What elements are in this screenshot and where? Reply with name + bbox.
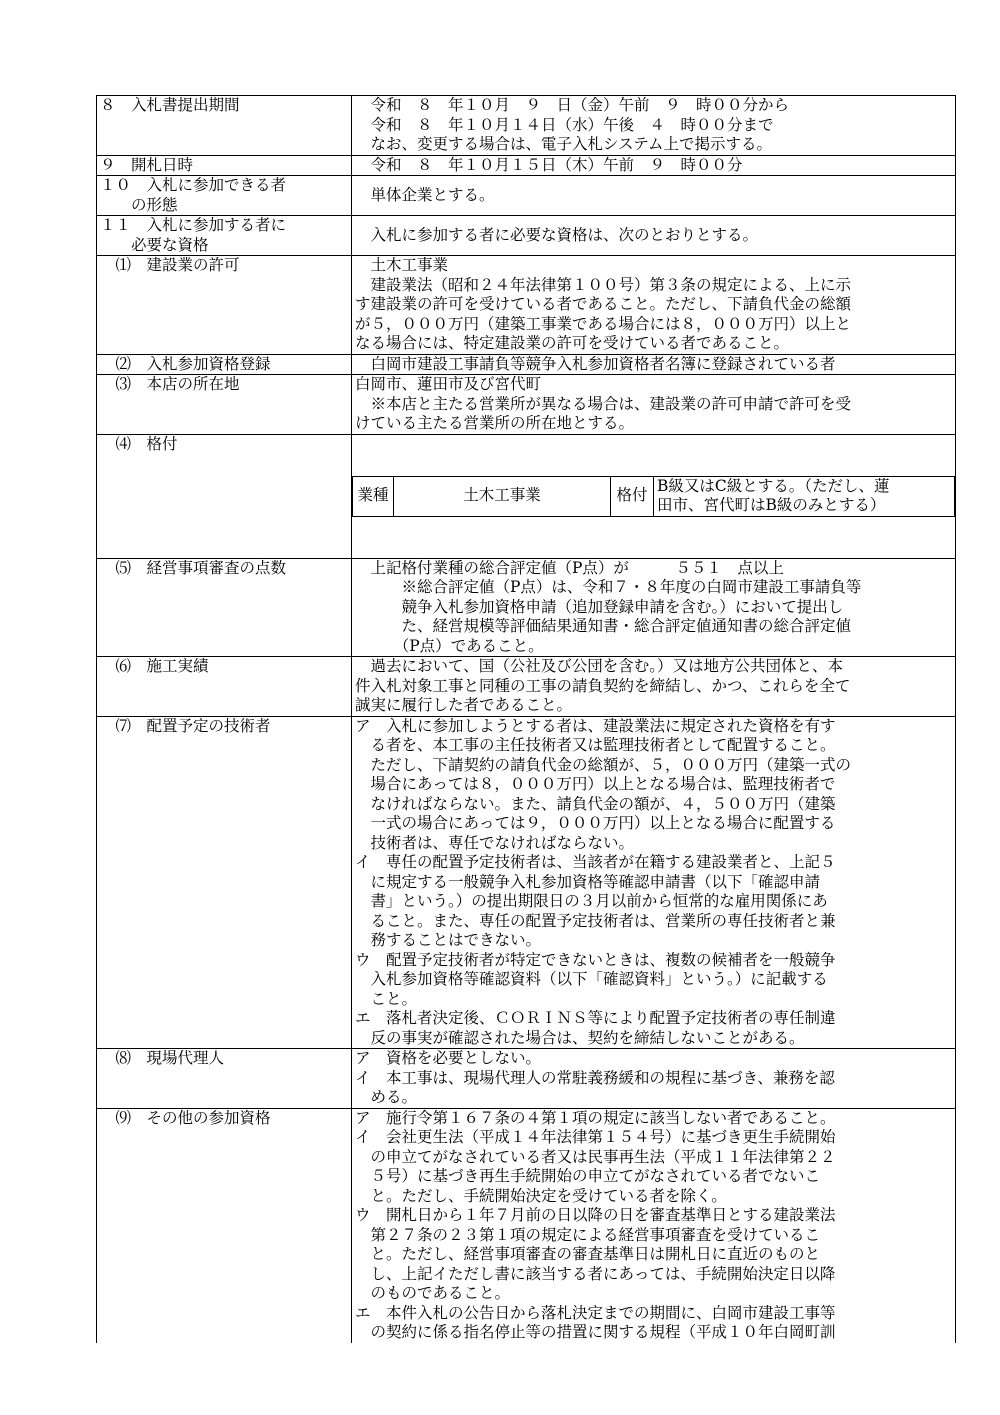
row-content: 令和 ８ 年１０月 ９ 日（金）午前 ９ 時００分から 令和 ８ 年１０月１４日（水）午後 ４ 時００分まで なお、変更する場合は、電子入札システム上で掲示する。	[352, 96, 956, 156]
row-label: １１ 入札に参加する者に 必要な資格	[97, 216, 352, 256]
table-row	[97, 657, 956, 717]
table-row	[97, 354, 956, 375]
row-content: 過去において、国（公社及び公団を含む。）又は地方公共団体と、本 件入札対象工事と同種の工事の請負契約を締結し、かつ、これらを全て 誠実に履行した者であること。	[352, 657, 956, 717]
grade-table	[352, 476, 955, 517]
grade-rank-value: B級又はC級とする。（ただし、蓮 田市、宮代町はB級のみとする）	[654, 476, 955, 516]
row-content: 入札に参加する者に必要な資格は、次のとおりとする。	[352, 216, 956, 256]
grade-industry-label: 業種	[353, 476, 394, 516]
table-row	[97, 1108, 956, 1343]
row-label: ⑵ 入札参加資格登録	[97, 354, 352, 375]
table-row	[97, 176, 956, 216]
row-content: ア 入札に参加しようとする者は、建設業法に規定された資格を有す る者を、本工事の主任技術者又は監理技術者として配置すること。 ただし、下請契約の請負代金の総額が、５，０００万円（建築一式の 場合にあっては８，０００万円）以上となる場合は、監理技術者で なければならない。また、請負代金の額が、４，５００万円（建築 一式の場合にあっては９，０００万円）以上となる場合に配置する 技術者は、専任でなければならない。 イ 専任の配置予定技術者は、当該者が在籍する建設業者と、上記５ に規定する一般競争入札参加資格等確認申請書（以下「確認申請 書」という。）の提出期限日の３月以前から恒常的な雇用関係にあ ること。また、専任の配置予定技術者は、営業所の専任技術者と兼 務することはできない。 ウ 配置予定技術者が特定できないときは、複数の候補者を一般競争 入札参加資格等確認資料（以下「確認資料」という。）に記載する こと。 エ 落札者決定後、ＣＯＲＩＮＳ等により配置予定技術者の専任制違 反の事実が確認された場合は、契約を締結しないことがある。	[352, 716, 956, 1049]
row-label: ⑶ 本店の所在地	[97, 375, 352, 435]
row-content: ア 資格を必要としない。 イ 本工事は、現場代理人の常駐義務緩和の規程に基づき、兼務を認 める。	[352, 1049, 956, 1109]
bid-conditions-table	[96, 95, 956, 1343]
row-label: ⑼ その他の参加資格	[97, 1108, 352, 1343]
row-content	[352, 434, 956, 558]
grade-industry-value: 土木工事業	[394, 476, 611, 516]
table-row	[97, 216, 956, 256]
row-label: ⑺ 配置予定の技術者	[97, 716, 352, 1049]
row-label: ８ 入札書提出期間	[97, 96, 352, 156]
table-row	[97, 434, 956, 558]
row-label: ⑴ 建設業の許可	[97, 256, 352, 355]
row-label: ９ 開札日時	[97, 155, 352, 176]
row-label: １０ 入札に参加できる者 の形態	[97, 176, 352, 216]
row-content: 上記格付業種の総合評定値（P点）が ５５１ 点以上 ※総合評定値（P点）は、令和７・８年度の白岡市建設工事請負等 競争入札参加資格申請（追加登録申請を含む。）において提出し た、経営規模等評価結果通知書・総合評定値通知書の総合評定値 （P点）であること。	[352, 558, 956, 657]
row-content: 白岡市建設工事請負等競争入札参加資格者名簿に登録されている者	[352, 354, 956, 375]
row-content: 土木工事業 建設業法（昭和２４年法律第１００号）第３条の規定による、上に示 す建設業の許可を受けている者であること。ただし、下請負代金の総額 が５，０００万円（建築工事業である場合には８，０００万円）以上と なる場合には、特定建設業の許可を受けている者であること。	[352, 256, 956, 355]
row-content: 単体企業とする。	[352, 176, 956, 216]
table-row	[97, 716, 956, 1049]
table-row	[97, 155, 956, 176]
row-content: 令和 ８ 年１０月１５日（木）午前 ９ 時００分	[352, 155, 956, 176]
row-label: ⑹ 施工実績	[97, 657, 352, 717]
table-row	[97, 558, 956, 657]
row-label: ⑷ 格付	[97, 434, 352, 558]
row-content: ア 施行令第１６７条の４第１項の規定に該当しない者であること。 イ 会社更生法（平成１４年法律第１５４号）に基づき更生手続開始 の申立てがなされている者又は民事再生法（平成１１年法律第２２ ５号）に基づき再生手続開始の申立てがなされている者でないこ と。ただし、手続開始決定を受けている者を除く。 ウ 開札日から１年７月前の日以降の日を審査基準日とする建設業法 第２７条の２３第１項の規定による経営事項審査を受けているこ と。ただし、経営事項審査の審査基準日は開札日に直近のものと し、上記イただし書に該当する者にあっては、手続開始決定日以降 のものであること。 エ 本件入札の公告日から落札決定までの期間に、白岡市建設工事等 の契約に係る指名停止等の措置に関する規程（平成１０年白岡町訓	[352, 1108, 956, 1343]
table-row	[97, 1049, 956, 1109]
table-row	[97, 375, 956, 435]
row-content: 白岡市、蓮田市及び宮代町 ※本店と主たる営業所が異なる場合は、建設業の許可申請で許可を受 けている主たる営業所の所在地とする。	[352, 375, 956, 435]
grade-rank-label: 格付	[611, 476, 654, 516]
row-label: ⑸ 経営事項審査の点数	[97, 558, 352, 657]
table-row	[97, 96, 956, 156]
row-label: ⑻ 現場代理人	[97, 1049, 352, 1109]
table-row	[97, 256, 956, 355]
